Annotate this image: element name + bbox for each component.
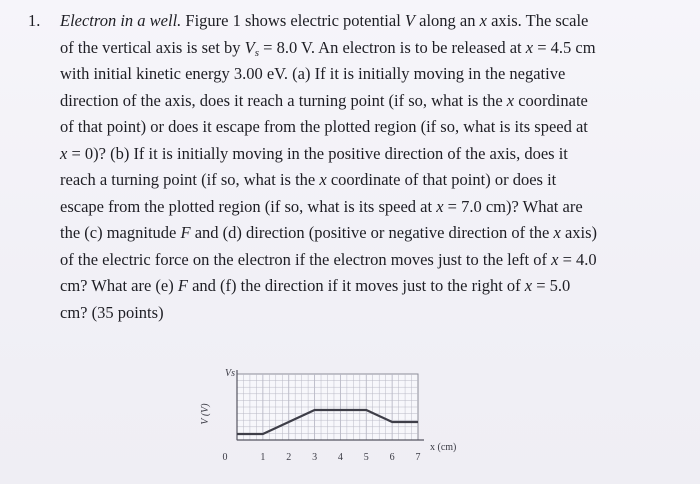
italic-text: x — [319, 170, 327, 189]
text-run: = 8.0 V. An electron is to be released at — [259, 37, 526, 57]
problem-text-line — [60, 194, 670, 221]
text-run: and (f) the direction if it moves just to the right of — [187, 276, 525, 295]
problem-text-line — [60, 167, 670, 194]
text-run: with initial kinetic energy 3.00 eV. (a) If it is initially moving in the negative — [60, 64, 566, 83]
x-tick-label: 0 — [222, 452, 228, 463]
x-tick-label: 5 — [363, 452, 369, 463]
text-run: = 7.0 cm)? What are — [443, 196, 583, 216]
italic-text: x — [60, 143, 68, 163]
text-run: cm? What are (e) — [60, 276, 178, 295]
problem-text-line — [60, 220, 670, 247]
problem-text-line — [60, 141, 670, 168]
italic-text: x — [524, 276, 533, 295]
x-tick-label: 7 — [415, 452, 421, 463]
x-tick-label: 1 — [260, 452, 266, 463]
problem-number: 1. — [28, 11, 41, 30]
text-run: coordinate of that point) or does it — [326, 170, 557, 189]
text-run: reach a turning point (if so, what is the — [60, 170, 320, 189]
italic-text: x — [436, 196, 444, 216]
text-run: the (c) magnitude — [60, 223, 181, 242]
text-run: = 0)? (b) If it is initially moving in the positive direction of the axis, does it — [67, 143, 568, 163]
text-run: axis) — [560, 223, 598, 242]
problem-text-line — [60, 114, 670, 141]
text-run: = 4.0 — [558, 249, 597, 269]
italic-text: x — [553, 223, 561, 242]
x-tick-label: 2 — [286, 452, 292, 463]
problem-text-line — [60, 273, 670, 300]
italic-text: x — [506, 90, 515, 110]
italic-text: x — [525, 37, 534, 57]
y-tick-label-vs: Vs — [225, 368, 235, 379]
x-tick-label: 3 — [312, 452, 318, 463]
text-run: of that point) or does it escape from the plotted region (if so, what is its speed at — [60, 117, 588, 136]
italic-text: V — [244, 37, 255, 57]
text-run: of the vertical axis is set by — [60, 37, 245, 57]
text-run: cm? (35 points) — [60, 302, 164, 322]
text-run: along an — [415, 11, 480, 30]
problem-text-line — [60, 61, 670, 88]
problem-text-line — [60, 8, 670, 35]
figure-1-potential-graph — [190, 362, 480, 474]
text-run: = 4.5 cm — [533, 37, 596, 57]
text-run: axis. The scale — [486, 11, 589, 30]
text-run: coordinate — [514, 90, 588, 110]
italic-text: V — [404, 11, 416, 30]
italic-text: F — [180, 223, 191, 242]
x-tick-label: 6 — [389, 452, 395, 463]
y-axis-label: V (V) — [200, 403, 211, 425]
problem-text-line — [60, 35, 670, 62]
text-run: escape from the plotted region (if so, what is its speed at — [60, 196, 437, 216]
problem-text-line — [60, 300, 670, 327]
subscript: s — [254, 46, 260, 59]
text-run: and (d) direction (positive or negative direction of the — [190, 223, 554, 242]
text-run: direction of the axis, does it reach a turning point (if so, what is the — [60, 90, 507, 110]
x-axis-label: x (cm) — [430, 442, 457, 453]
text-run: of the electric force on the electron if the electron moves just to the left of — [60, 249, 552, 269]
italic-text: x — [551, 249, 559, 269]
text-run: Figure 1 shows electric potential — [181, 11, 405, 30]
italic-text: F — [177, 276, 188, 295]
problem-text-line — [60, 247, 670, 274]
italic-text: Electron in a well. — [60, 11, 182, 30]
x-tick-label: 4 — [337, 452, 343, 463]
problem-text — [60, 8, 670, 326]
italic-text: x — [479, 11, 487, 30]
text-run: = 5.0 — [532, 276, 571, 295]
problem-text-line — [60, 88, 670, 115]
potential-graph-svg — [190, 362, 480, 474]
